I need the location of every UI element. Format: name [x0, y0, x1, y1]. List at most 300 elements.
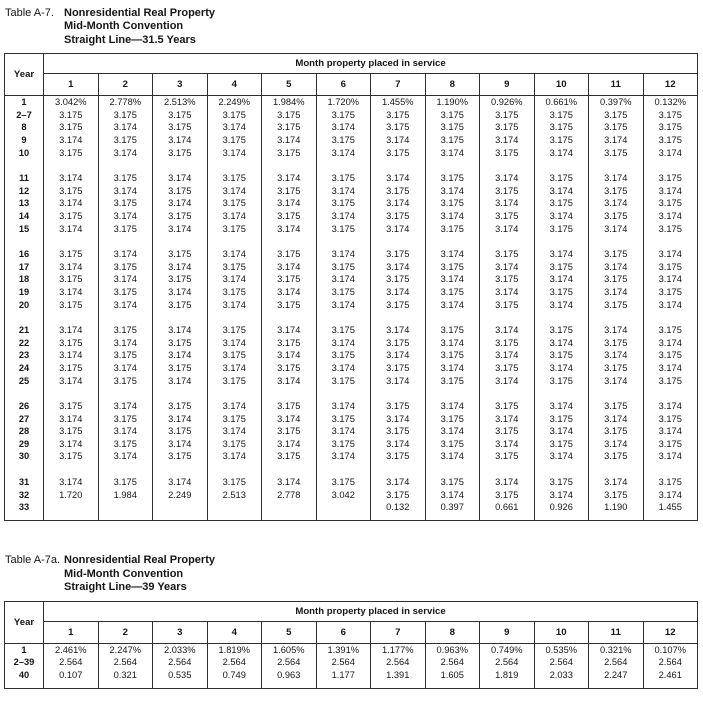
rate-cell: 3.175	[643, 197, 698, 210]
rate-cell: 3.174	[589, 349, 644, 362]
rate-cell: 3.175	[316, 197, 371, 210]
table-a7a-title-line-2: Mid-Month Convention	[64, 567, 184, 580]
table-row	[5, 324, 698, 337]
rate-cell: 3.174	[534, 489, 589, 502]
rate-cell: 3.174	[44, 413, 99, 426]
month-number-header-row	[5, 621, 698, 643]
rate-cell: 3.175	[153, 400, 208, 413]
table-a7-title-line-3: Straight Line—31.5 Years	[64, 33, 196, 46]
header-row-1	[5, 54, 698, 74]
rate-cell: 2.564	[371, 656, 426, 669]
rate-cell: 3.174	[98, 273, 153, 286]
rate-cell: 3.042%	[44, 96, 99, 109]
year-cell: 26	[18, 401, 30, 412]
month-col-header: 7	[371, 621, 426, 643]
filler-cell	[371, 311, 426, 324]
rate-cell: 3.175	[371, 121, 426, 134]
rate-cell: 3.175	[262, 362, 317, 375]
header-row-1	[5, 601, 698, 621]
year-cell: 31	[18, 477, 30, 488]
rate-cell: 3.174	[262, 261, 317, 274]
rate-cell: 3.174	[44, 261, 99, 274]
rate-cell: 0.107%	[643, 643, 698, 656]
table-row	[5, 134, 698, 147]
filler-cell	[5, 387, 44, 400]
filler-cell	[480, 311, 535, 324]
rate-cell: 3.175	[425, 261, 480, 274]
rate-cell: 3.174	[153, 172, 208, 185]
month-col-header: 6	[316, 621, 371, 643]
month-col-header: 2	[98, 621, 153, 643]
month-col-header: 1	[44, 621, 99, 643]
rate-cell: 3.174	[425, 489, 480, 502]
rate-cell: 3.174	[480, 438, 535, 451]
rate-cell: 2.564	[425, 656, 480, 669]
table-row	[5, 172, 698, 185]
rate-cell: 3.174	[643, 248, 698, 261]
rate-cell: 3.175	[262, 248, 317, 261]
filler-cell	[643, 681, 698, 688]
rate-cell: 3.174	[262, 197, 317, 210]
filler-cell	[534, 387, 589, 400]
rate-cell: 1.819%	[207, 643, 262, 656]
spacer-row	[5, 159, 698, 172]
rate-cell: 3.174	[316, 121, 371, 134]
rate-cell: 3.174	[643, 147, 698, 160]
rate-cell: 3.174	[371, 324, 426, 337]
rate-cell: 3.174	[316, 248, 371, 261]
rate-cell: 3.174	[643, 273, 698, 286]
month-span-header: Month property placed in service	[44, 601, 698, 621]
rate-cell: 3.174	[44, 349, 99, 362]
table-row	[5, 248, 698, 261]
rate-cell: 3.175	[534, 375, 589, 388]
rate-cell: 3.174	[425, 273, 480, 286]
table-row	[5, 425, 698, 438]
rate-cell	[262, 501, 317, 514]
rate-cell: 3.174	[153, 261, 208, 274]
rate-cell: 0.749	[207, 669, 262, 682]
rate-cell: 3.174	[207, 147, 262, 160]
rate-cell: 3.175	[153, 210, 208, 223]
rate-cell: 3.174	[589, 324, 644, 337]
rate-cell: 3.174	[44, 375, 99, 388]
rate-cell: 3.175	[262, 273, 317, 286]
rate-cell: 0.926%	[480, 96, 535, 109]
rate-cell: 3.175	[207, 349, 262, 362]
endpad-row	[5, 681, 698, 688]
month-col-header: 1	[44, 74, 99, 96]
year-cell: 19	[18, 286, 30, 297]
rate-cell: 3.175	[316, 172, 371, 185]
month-col-header: 6	[316, 74, 371, 96]
rate-cell: 3.174	[425, 450, 480, 463]
rate-cell: 3.174	[589, 172, 644, 185]
year-cell: 8	[21, 122, 27, 133]
rate-cell: 3.175	[98, 476, 153, 489]
rate-cell: 3.175	[371, 109, 426, 122]
rate-cell: 1.177%	[371, 643, 426, 656]
spacer-row	[5, 235, 698, 248]
filler-cell	[262, 159, 317, 172]
rate-cell: 2.564	[44, 656, 99, 669]
filler-cell	[5, 681, 44, 688]
rate-cell: 3.175	[534, 261, 589, 274]
rate-cell: 2.564	[643, 656, 698, 669]
rate-cell: 3.174	[643, 337, 698, 350]
rate-cell: 2.033	[534, 669, 589, 682]
rate-cell: 3.175	[643, 349, 698, 362]
rate-cell: 2.513%	[153, 96, 208, 109]
filler-cell	[534, 681, 589, 688]
table-a7-section	[4, 7, 699, 521]
rate-cell	[153, 501, 208, 514]
table-row	[5, 185, 698, 198]
rate-cell: 3.174	[589, 413, 644, 426]
table-row	[5, 147, 698, 160]
rate-cell: 3.174	[480, 476, 535, 489]
rate-cell: 3.175	[98, 134, 153, 147]
filler-cell	[316, 159, 371, 172]
rate-cell: 3.174	[98, 210, 153, 223]
rate-cell: 3.175	[316, 134, 371, 147]
rate-cell: 3.175	[425, 109, 480, 122]
rate-cell: 3.174	[425, 147, 480, 160]
filler-cell	[425, 514, 480, 521]
rate-cell: 3.175	[44, 109, 99, 122]
rate-cell	[44, 501, 99, 514]
filler-cell	[589, 463, 644, 476]
rate-cell: 3.174	[371, 197, 426, 210]
rate-cell: 3.174	[425, 337, 480, 350]
rate-cell: 3.174	[262, 375, 317, 388]
filler-cell	[44, 463, 99, 476]
rate-cell: 3.174	[643, 425, 698, 438]
rate-cell: 0.397%	[589, 96, 644, 109]
rate-cell: 2.564	[534, 656, 589, 669]
rate-cell: 3.174	[153, 286, 208, 299]
rate-cell: 3.174	[480, 286, 535, 299]
rate-cell: 3.174	[534, 299, 589, 312]
rate-cell: 3.175	[316, 109, 371, 122]
rate-cell: 3.174	[98, 425, 153, 438]
table-row	[5, 489, 698, 502]
table-row	[5, 450, 698, 463]
depreciation-table-39-years	[4, 601, 698, 689]
filler-cell	[5, 514, 44, 521]
filler-cell	[153, 681, 208, 688]
table-row	[5, 223, 698, 236]
rate-cell: 3.174	[262, 413, 317, 426]
rate-cell: 3.174	[262, 349, 317, 362]
rate-cell: 3.174	[371, 223, 426, 236]
rate-cell: 3.175	[480, 273, 535, 286]
rate-cell: 3.174	[589, 223, 644, 236]
rate-cell: 3.175	[589, 400, 644, 413]
rate-cell: 3.175	[589, 248, 644, 261]
rate-cell: 1.455	[643, 501, 698, 514]
table-row	[5, 476, 698, 489]
rate-cell: 3.175	[643, 121, 698, 134]
rate-cell: 3.174	[44, 134, 99, 147]
rate-cell: 2.564	[589, 656, 644, 669]
rate-cell: 3.174	[207, 248, 262, 261]
rate-cell: 3.174	[316, 400, 371, 413]
rate-cell: 3.174	[207, 362, 262, 375]
rate-cell: 3.174	[98, 121, 153, 134]
rate-cell: 3.174	[153, 375, 208, 388]
rate-cell: 3.175	[316, 413, 371, 426]
filler-cell	[207, 159, 262, 172]
rate-cell: 3.175	[643, 413, 698, 426]
rate-cell: 1.455%	[371, 96, 426, 109]
rate-cell: 3.174	[589, 476, 644, 489]
rate-cell: 0.397	[425, 501, 480, 514]
rate-cell: 0.661	[480, 501, 535, 514]
rate-cell: 3.175	[371, 248, 426, 261]
rate-cell: 3.174	[153, 413, 208, 426]
rate-cell: 3.175	[262, 147, 317, 160]
rate-cell: 3.175	[425, 375, 480, 388]
rate-cell: 2.564	[316, 656, 371, 669]
rate-cell: 3.175	[98, 223, 153, 236]
month-col-header: 8	[425, 621, 480, 643]
month-number-header-row	[5, 74, 698, 96]
rate-cell: 3.174	[371, 349, 426, 362]
rate-cell: 3.175	[480, 425, 535, 438]
rate-cell: 3.174	[153, 223, 208, 236]
rate-cell: 3.174	[480, 324, 535, 337]
rate-cell: 3.174	[153, 349, 208, 362]
rate-cell: 3.174	[425, 185, 480, 198]
rate-cell: 3.175	[589, 299, 644, 312]
rate-cell: 3.174	[98, 299, 153, 312]
rate-cell: 3.175	[44, 147, 99, 160]
filler-cell	[5, 159, 44, 172]
rate-cell: 0.749%	[480, 643, 535, 656]
rate-cell: 3.175	[643, 476, 698, 489]
rate-cell: 2.461	[643, 669, 698, 682]
rate-cell: 3.175	[534, 286, 589, 299]
rate-cell: 3.175	[207, 223, 262, 236]
rate-cell: 3.174	[207, 425, 262, 438]
rate-cell: 3.174	[98, 185, 153, 198]
rate-cell: 3.175	[480, 147, 535, 160]
rate-cell: 3.174	[534, 248, 589, 261]
table-row	[5, 438, 698, 451]
month-col-header: 3	[153, 621, 208, 643]
rate-cell: 3.175	[589, 185, 644, 198]
month-col-header: 10	[534, 74, 589, 96]
rate-cell: 3.175	[153, 337, 208, 350]
year-cell: 17	[18, 261, 30, 272]
table-a7-label: Table A-7.	[5, 7, 54, 19]
table-row	[5, 501, 698, 514]
rate-cell: 3.174	[643, 489, 698, 502]
filler-cell	[371, 681, 426, 688]
rate-cell: 3.175	[207, 197, 262, 210]
filler-cell	[643, 159, 698, 172]
rate-cell: 3.174	[316, 273, 371, 286]
rate-cell: 3.175	[371, 185, 426, 198]
rate-cell: 3.175	[480, 489, 535, 502]
rate-cell: 3.174	[207, 299, 262, 312]
filler-cell	[5, 311, 44, 324]
rate-cell: 2.564	[480, 656, 535, 669]
filler-cell	[425, 387, 480, 400]
rate-cell: 3.175	[44, 450, 99, 463]
rate-cell: 3.174	[534, 147, 589, 160]
rate-cell: 3.175	[44, 273, 99, 286]
rate-cell: 3.175	[98, 349, 153, 362]
filler-cell	[316, 311, 371, 324]
rate-cell: 3.175	[98, 109, 153, 122]
rate-cell: 2.249%	[207, 96, 262, 109]
year-cell: 11	[19, 173, 29, 184]
rate-cell: 0.321	[98, 669, 153, 682]
month-col-header: 9	[480, 621, 535, 643]
filler-cell	[98, 463, 153, 476]
rate-cell: 3.174	[589, 261, 644, 274]
rate-cell: 3.175	[643, 109, 698, 122]
rate-cell: 3.175	[316, 349, 371, 362]
table-row	[5, 400, 698, 413]
filler-cell	[534, 463, 589, 476]
rate-cell: 3.175	[44, 210, 99, 223]
table-a7a-title-line-3: Straight Line—39 Years	[64, 581, 187, 594]
table-a7a-section	[4, 554, 699, 689]
rate-cell: 3.174	[371, 476, 426, 489]
filler-cell	[207, 311, 262, 324]
filler-cell	[425, 463, 480, 476]
rate-cell: 3.174	[153, 438, 208, 451]
rate-cell: 3.175	[262, 121, 317, 134]
rate-cell: 3.175	[262, 109, 317, 122]
rate-cell: 3.175	[98, 438, 153, 451]
filler-cell	[44, 159, 99, 172]
month-col-header: 11	[589, 74, 644, 96]
rate-cell: 3.175	[480, 121, 535, 134]
rate-cell: 3.174	[44, 197, 99, 210]
rate-cell: 1.177	[316, 669, 371, 682]
filler-cell	[207, 235, 262, 248]
rate-cell: 3.174	[153, 197, 208, 210]
rate-cell: 1.605	[425, 669, 480, 682]
rate-cell: 3.174	[480, 261, 535, 274]
rate-cell: 3.175	[425, 324, 480, 337]
rate-cell: 3.175	[207, 261, 262, 274]
filler-cell	[316, 681, 371, 688]
rate-cell: 3.174	[207, 337, 262, 350]
rate-cell: 3.174	[589, 375, 644, 388]
month-col-header: 3	[153, 74, 208, 96]
rate-cell: 2.564	[262, 656, 317, 669]
year-cell: 21	[18, 325, 30, 336]
filler-cell	[44, 235, 99, 248]
table-row	[5, 121, 698, 134]
table-a7-title-line-1: Nonresidential Real Property	[64, 7, 215, 19]
rate-cell: 3.175	[480, 210, 535, 223]
rate-cell: 3.175	[425, 476, 480, 489]
filler-cell	[262, 387, 317, 400]
rate-cell: 2.778%	[98, 96, 153, 109]
rate-cell: 0.963	[262, 669, 317, 682]
filler-cell	[425, 159, 480, 172]
filler-cell	[425, 235, 480, 248]
filler-cell	[643, 235, 698, 248]
rate-cell: 3.175	[153, 425, 208, 438]
filler-cell	[262, 514, 317, 521]
year-cell: 24	[18, 362, 30, 373]
rate-cell: 3.175	[316, 324, 371, 337]
filler-cell	[371, 159, 426, 172]
rate-cell: 0.661%	[534, 96, 589, 109]
year-cell: 2–39	[13, 657, 35, 668]
rate-cell: 3.174	[316, 450, 371, 463]
rate-cell: 3.175	[207, 476, 262, 489]
year-cell: 25	[18, 375, 30, 386]
year-cell: 29	[18, 438, 30, 449]
rate-cell: 3.174	[589, 134, 644, 147]
rate-cell: 3.175	[98, 197, 153, 210]
filler-cell	[207, 463, 262, 476]
month-col-header: 4	[207, 74, 262, 96]
rate-cell: 3.175	[44, 248, 99, 261]
rate-cell: 3.175	[425, 197, 480, 210]
table-a7a-title-line-1: Nonresidential Real Property	[64, 554, 215, 567]
table-row	[5, 337, 698, 350]
filler-cell	[98, 681, 153, 688]
filler-cell	[480, 387, 535, 400]
rate-cell: 1.190%	[425, 96, 480, 109]
table-a7a-label: Table A-7a.	[5, 554, 61, 567]
filler-cell	[153, 514, 208, 521]
rate-cell: 1.720	[44, 489, 99, 502]
rate-cell: 3.175	[425, 172, 480, 185]
filler-cell	[480, 681, 535, 688]
rate-cell: 3.174	[589, 438, 644, 451]
table-row	[5, 299, 698, 312]
spacer-row	[5, 387, 698, 400]
year-cell: 22	[18, 337, 30, 348]
rate-cell: 3.175	[316, 286, 371, 299]
rate-cell: 3.175	[98, 375, 153, 388]
rate-cell: 3.175	[643, 438, 698, 451]
filler-cell	[153, 311, 208, 324]
rate-cell: 3.175	[480, 185, 535, 198]
rate-cell: 3.175	[207, 134, 262, 147]
rate-cell: 3.174	[98, 400, 153, 413]
filler-cell	[316, 387, 371, 400]
filler-cell	[534, 159, 589, 172]
rate-cell: 2.249	[153, 489, 208, 502]
table-row	[5, 643, 698, 656]
rate-cell: 3.175	[589, 425, 644, 438]
rate-cell: 3.174	[371, 172, 426, 185]
rate-cell: 3.174	[534, 273, 589, 286]
rate-cell: 3.175	[643, 261, 698, 274]
rate-cell: 3.174	[153, 134, 208, 147]
rate-cell: 2.564	[207, 656, 262, 669]
filler-cell	[589, 387, 644, 400]
filler-cell	[643, 463, 698, 476]
rate-cell: 0.321%	[589, 643, 644, 656]
rate-cell: 3.175	[316, 375, 371, 388]
rate-cell: 3.175	[371, 147, 426, 160]
rate-cell: 3.175	[480, 337, 535, 350]
month-col-header: 7	[371, 74, 426, 96]
month-col-header: 9	[480, 74, 535, 96]
